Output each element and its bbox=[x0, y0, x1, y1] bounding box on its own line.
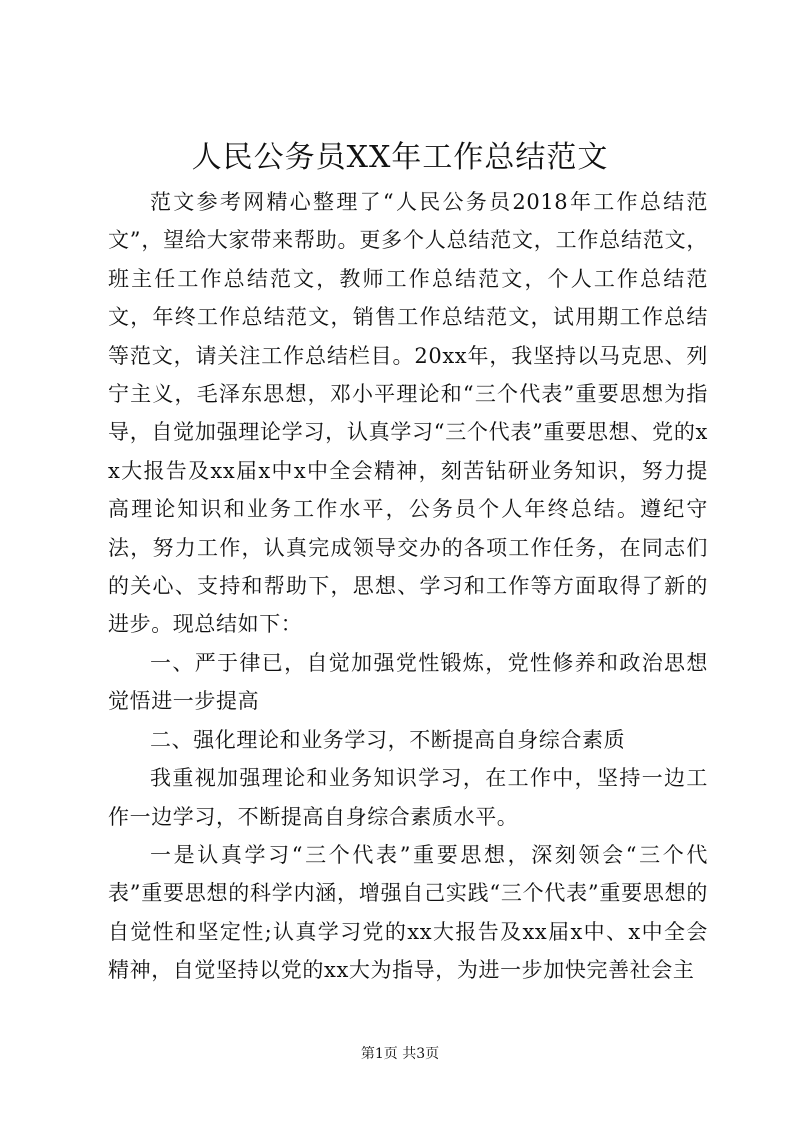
paragraph-section-1-heading: 一、严于律已，自觉加强党性锻炼，党性修养和政治思想觉悟进一步提高 bbox=[108, 650, 708, 714]
page-footer: 第1页 共3页 bbox=[360, 1046, 440, 1062]
paragraph-section-2-heading: 二、强化理论和业务学习，不断提高自身综合素质 bbox=[150, 727, 626, 752]
paragraph-point-one: 一是认真学习“三个代表”重要思想，深刻领会“三个代表”重要思想的科学内涵，增强自己实践“三个代表”重要思想的自觉性和坚定性;认真学习党的xx大报告及xx届x中、x中全会精神，自觉坚持以党的xx大为指导，为进一步加快完善社会主 bbox=[108, 842, 708, 983]
document-title: 人民公务员XX年工作总结范文 bbox=[191, 140, 609, 175]
document-body bbox=[108, 183, 708, 990]
paragraph-intro: 范文参考网精心整理了“人民公务员2018年工作总结范文”，望给大家带来帮助。更多个人总结范文，工作总结范文，班主任工作总结范文，教师工作总结范文，个人工作总结范文，年终工作总结范文，销售工作总结范文，试用期工作总结等范文，请关注工作总结栏目。20xx年，我坚持以马克思、列宁主义，毛泽东思想，邓小平理论和“三个代表”重要思想为指导，自觉加强理论学习，认真学习“三个代表”重要思想、党的xx大报告及xx届x中x中全会精神，刻苦钻研业务知识，努力提高理论知识和业务工作水平，公务员个人年终总结。遵纪守法，努力工作，认真完成领导交办的各项工作任务，在同志们的关心、支持和帮助下，思想、学习和工作等方面取得了新的进步。现总结如下： bbox=[108, 190, 708, 637]
paragraph-study-summary: 我重视加强理论和业务知识学习，在工作中，坚持一边工作一边学习，不断提高自身综合素质水平。 bbox=[108, 766, 708, 829]
